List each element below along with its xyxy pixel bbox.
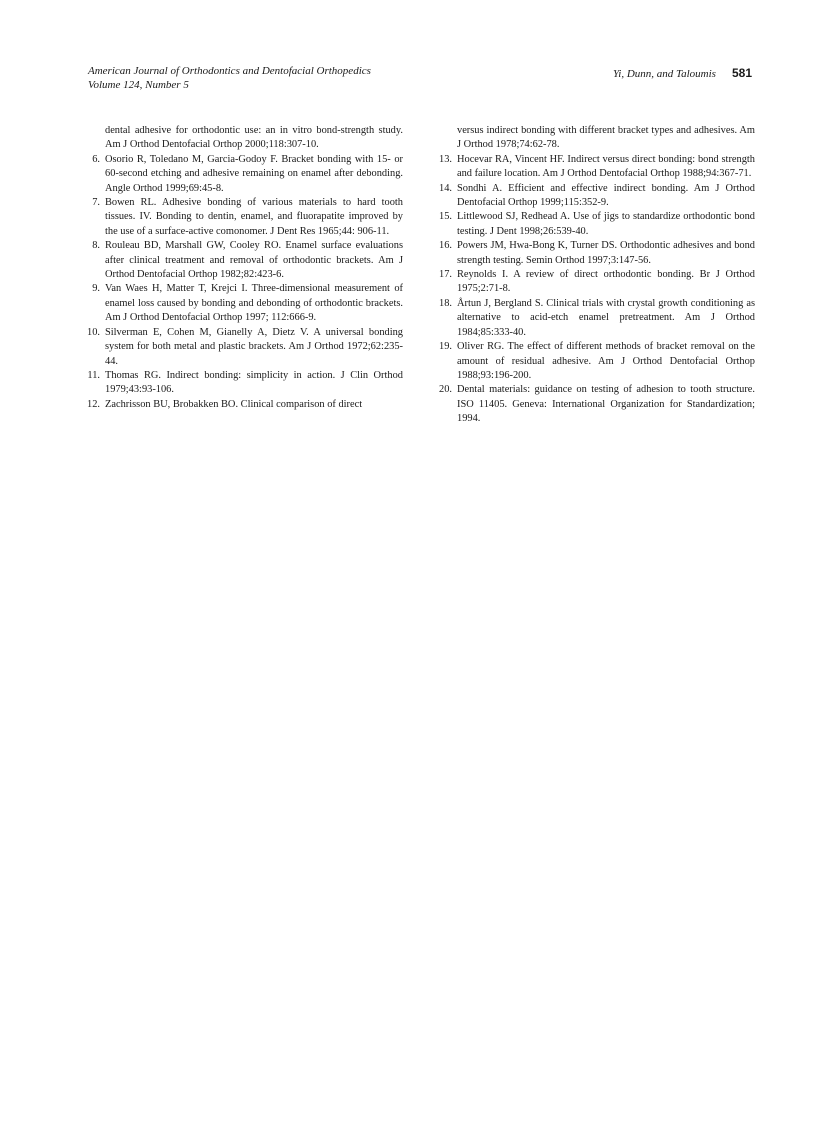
reference-item: [437, 340, 755, 383]
journal-volume: Volume 124, Number 5: [88, 79, 189, 91]
references-column-left: [85, 124, 403, 412]
reference-item: [85, 369, 403, 398]
reference-text: Osorio R, Toledano M, Garcia-Godoy F. Bracket bonding with 15- or 60-second etching and adhesive remaining on enamel after debonding. Angle Orthod 1999;69:45-8.: [105, 153, 403, 194]
reference-number: 20.: [439, 384, 452, 396]
reference-number: 17.: [439, 269, 452, 281]
reference-item: [437, 383, 755, 426]
reference-text: Rouleau BD, Marshall GW, Cooley RO. Enamel surface evaluations after clinical treatment and removal of orthodontic brackets. Am J Orthod Dentofacial Orthop 1982;82:423-6.: [105, 240, 403, 281]
reference-text: Littlewood SJ, Redhead A. Use of jigs to standardize orthodontic bond testing. J Dent 1998;26:539-40.: [457, 211, 755, 237]
reference-text: Årtun J, Bergland S. Clinical trials with crystal growth conditioning as alternative to acid-etch enamel pretreatment. Am J Orthod 1984;85:333-40.: [457, 297, 755, 338]
reference-number: 14.: [439, 182, 452, 194]
reference-text: Van Waes H, Matter T, Krejci I. Three-dimensional measurement of enamel loss caused by bonding and debonding of orthodontic brackets. Am J Orthod Dentofacial Orthop 1997; 112:666-9.: [105, 283, 403, 324]
reference-text: Zachrisson BU, Brobakken BO. Clinical comparison of direct: [105, 398, 363, 410]
reference-item: [85, 239, 403, 282]
reference-item: [437, 182, 755, 211]
reference-number: 13.: [439, 153, 452, 165]
reference-text: Bowen RL. Adhesive bonding of various materials to hard tooth tissues. IV. Bonding to dentin, enamel, and fluorapatite improved by the use of a surface-active comonomer. J Dent Res 1965;44: 906-11.: [105, 197, 403, 237]
reference-number: 15.: [439, 211, 452, 223]
reference-item: [437, 239, 755, 268]
reference-item: [437, 210, 755, 239]
references-column-right: [437, 124, 755, 427]
reference-text: Hocevar RA, Vincent HF. Indirect versus direct bonding: bond strength and failure location. Am J Orthod Dentofacial Orthop 1988;94:367-71.: [457, 153, 755, 180]
reference-number: 19.: [439, 341, 452, 353]
reference-text: Oliver RG. The effect of different methods of bracket removal on the amount of residual adhesive. Am J Orthod Dentofacial Orthop 1988;93:196-200.: [457, 341, 755, 381]
journal-info: [88, 64, 371, 92]
reference-item: [85, 124, 403, 153]
reference-number: 16.: [439, 240, 452, 252]
reference-text: Sondhi A. Efficient and effective indirect bonding. Am J Orthod Dentofacial Orthop 1999;115:352-9.: [457, 182, 755, 209]
reference-text: Powers JM, Hwa-Bong K, Turner DS. Orthodontic adhesives and bond strength testing. Semin Orthod 1997;3:147-56.: [457, 240, 755, 266]
page-number: 581: [731, 66, 752, 80]
reference-item: [85, 153, 403, 196]
reference-item: [85, 196, 403, 239]
reference-number: 7.: [92, 197, 100, 209]
reference-item: [85, 398, 403, 412]
reference-item: [437, 153, 755, 182]
reference-number: 10.: [87, 326, 100, 338]
reference-item: [85, 282, 403, 325]
reference-number: 18.: [439, 297, 452, 309]
reference-number: 12.: [87, 398, 100, 410]
reference-number: 6.: [92, 153, 100, 165]
header-right: [613, 64, 752, 82]
reference-item: [437, 268, 755, 297]
reference-text: Thomas RG. Indirect bonding: simplicity in action. J Clin Orthod 1979;43:93-106.: [105, 369, 403, 396]
reference-number: 8.: [92, 240, 100, 252]
reference-number: 9.: [92, 283, 100, 295]
journal-title: American Journal of Orthodontics and Dentofacial Orthopedics: [88, 65, 371, 77]
reference-item: [437, 297, 755, 340]
running-header: [88, 64, 752, 96]
reference-text: dental adhesive for orthodontic use: an in vitro bond-strength study. Am J Orthod Dentofacial Orthop 2000;118:307-10.: [105, 125, 403, 151]
reference-item: [437, 124, 755, 153]
reference-number: 11.: [87, 369, 100, 381]
reference-text: versus indirect bonding with different bracket types and adhesives. Am J Orthod 1978;74:62-78.: [457, 125, 755, 151]
running-authors: Yi, Dunn, and Taloumis: [612, 68, 716, 80]
reference-item: [85, 326, 403, 369]
reference-text: Dental materials: guidance on testing of adhesion to tooth structure. ISO 11405. Geneva: International Organization for Standardization; 1994.: [457, 384, 755, 425]
reference-text: Reynolds I. A review of direct orthodontic bonding. Br J Orthod 1975;2:71-8.: [457, 269, 755, 295]
reference-text: Silverman E, Cohen M, Gianelly A, Dietz V. A universal bonding system for both metal and plastic brackets. Am J Orthod 1972;62:235-44.: [105, 326, 403, 367]
